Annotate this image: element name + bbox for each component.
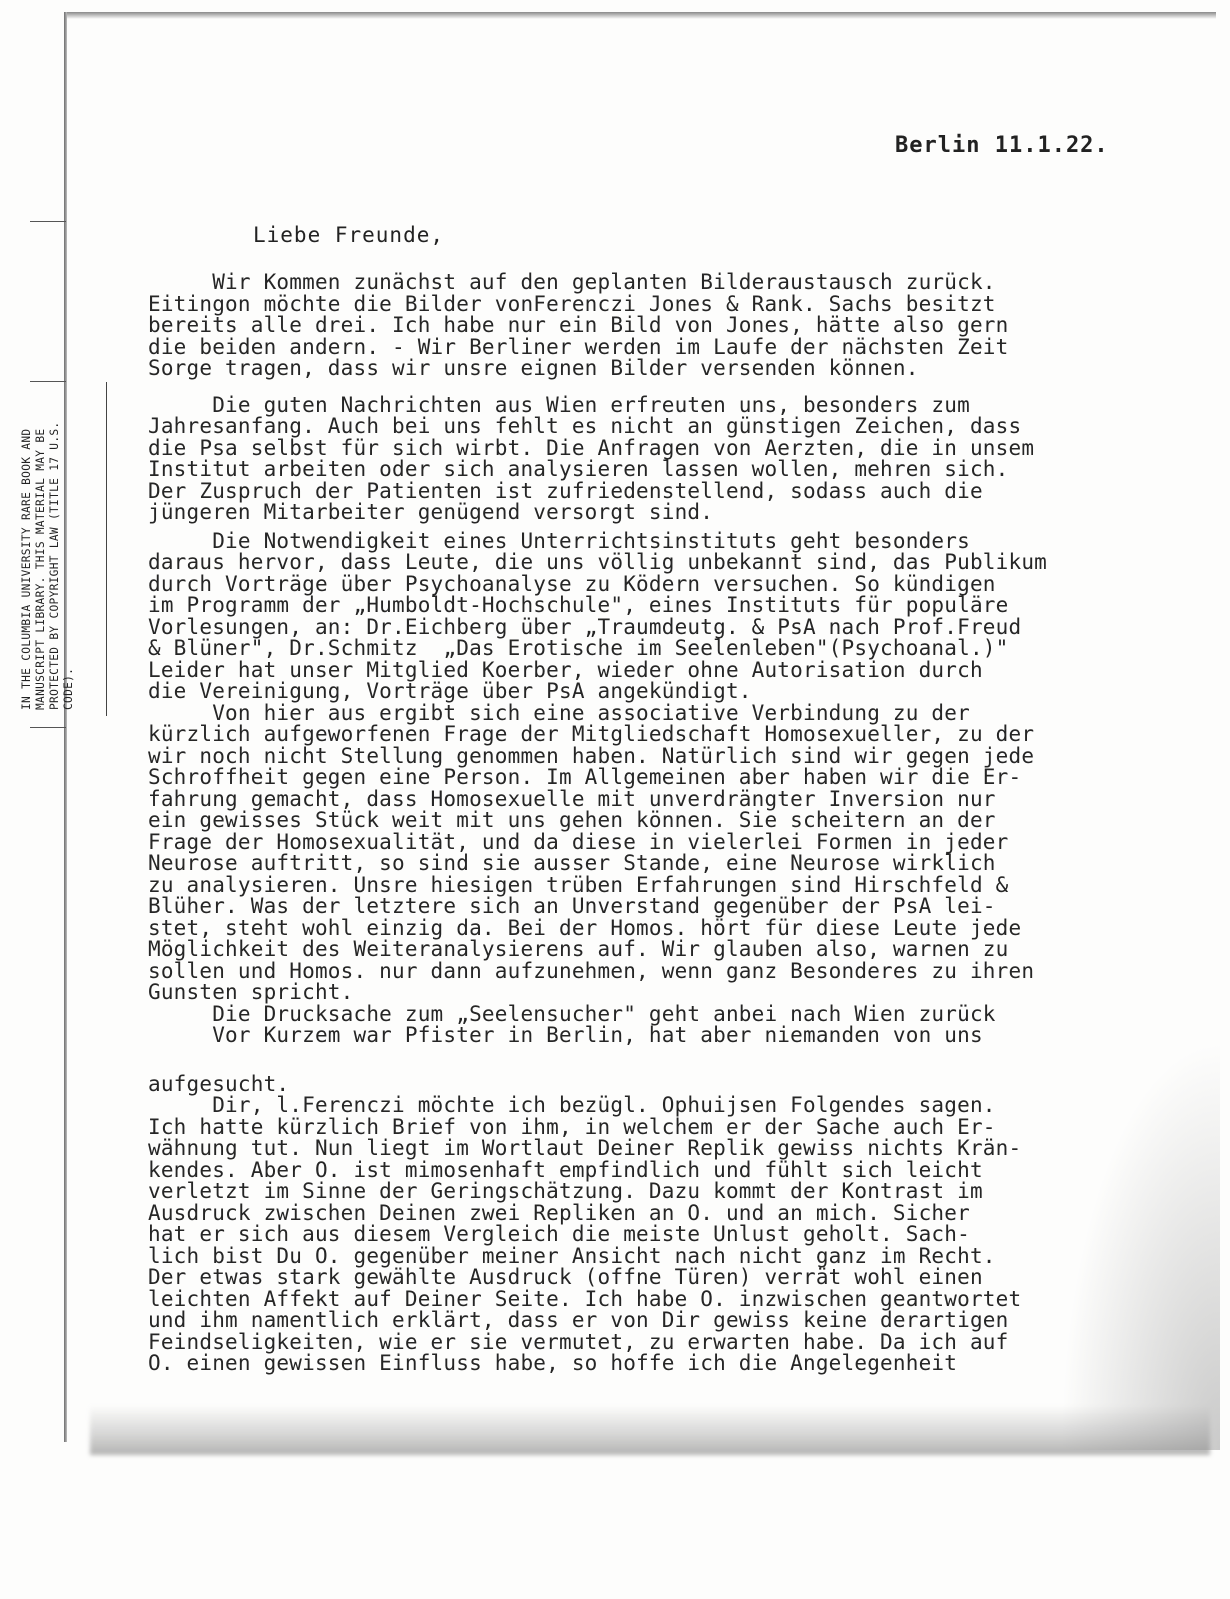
page-bottom-scan-shadow (90, 1405, 1210, 1455)
letter-line: Vorlesungen, an: Dr.Eichberg über „Traumdeutg. & PsA nach Prof.Freud (148, 614, 1022, 639)
letter-line: Ich hatte kürzlich Brief von ihm, in welchem er der Sache auch Er- (148, 1114, 996, 1139)
letter-line: Der etwas stark gewählte Ausdruck (offne Türen) verrät wohl einen (148, 1265, 983, 1289)
letter-line: Ausdruck zwischen Deinen zwei Repliken an O. und an mich. Sicher (148, 1200, 970, 1225)
letter-line: Vor Kurzem war Pfister in Berlin, hat aber niemanden von uns (148, 1023, 983, 1047)
letter-line: fahrung gemacht, dass Homosexuelle mit unverdrängter Inversion nur (148, 786, 996, 811)
letter-line: zu analysieren. Unsre hiesigen trüben Erfahrungen sind Hirschfeld & (148, 872, 1009, 897)
letter-line: Frage der Homosexualität, und da diese in vielerlei Formen in jeder (148, 829, 1009, 854)
letter-greeting: Liebe Freunde, (253, 223, 445, 247)
letter-line: wir noch nicht Stellung genommen haben. Natürlich sind wir gegen jede (148, 743, 1035, 768)
letter-line: verletzt im Sinne der Geringschätzung. Dazu kommt der Kontrast im (148, 1179, 983, 1203)
letter-line: sollen und Homos. nur dann aufzunehmen, wenn ganz Besonderes zu ihren (148, 958, 1035, 983)
letter-body (148, 272, 1148, 1375)
letter-line: jüngeren Mitarbeiter genügend versorgt sind. (148, 500, 714, 524)
letter-line: Dir, l.Ferenczi möchte ich bezügl. Ophuijsen Folgendes sagen. (148, 1093, 996, 1117)
letter-line: Die Drucksache zum „Seelensucher" geht anbei nach Wien zurück (148, 1001, 996, 1026)
letter-line: & Blüner", Dr.Schmitz „Das Erotische im Seelenleben"(Psychoanal.)" (148, 636, 1009, 660)
letter-date: Berlin 11.1.22. (895, 133, 1109, 158)
letter-line: die beiden andern. - Wir Berliner werden im Laufe der nächsten Zeit (148, 334, 1009, 359)
letter-line: durch Vorträge über Psychoanalyse zu Ködern versuchen. So kündigen (148, 571, 996, 596)
letter-line: Feindseligkeiten, wie er sie vermutet, zu erwarten habe. Da ich auf (148, 1329, 1009, 1354)
letter-line: Wir Kommen zunächst auf den geplanten Bilderaustausch zurück. (148, 272, 996, 294)
letter-line: O. einen gewissen Einfluss habe, so hoffe ich die Angelegenheit (148, 1351, 958, 1375)
letter-line: Jahresanfang. Auch bei uns fehlt es nicht an günstigen Zeichen, dass (148, 414, 1022, 438)
letter-line: Die Notwendigkeit eines Unterrichtsinstituts geht besonders (148, 528, 970, 553)
margin-tick-mark (30, 221, 66, 222)
letter-line: lich bist Du O. gegenüber meiner Ansicht nach nicht ganz im Recht. (148, 1243, 996, 1268)
letter-line: Der Zuspruch der Patienten ist zufriedenstellend, sodass auch die (148, 478, 983, 503)
archive-copyright-stamp: IN THE COLUMBIA UNIVERSITY RARE BOOK AND MANUSCRIPT LIBRARY. THIS MATERIAL MAY BE PROTECTED BY COPYRIGHT LAW (TITLE 17 U.S. CODE). (20, 421, 75, 710)
letter-line: kürzlich aufgeworfenen Frage der Mitgliedschaft Homosexueller, zu der (148, 722, 1035, 746)
reverse-side-bleed-through (80, 118, 940, 258)
letter-line: Schroffheit gegen eine Person. Im Allgemeinen aber haben wir die Er- (148, 765, 1022, 789)
letter-line: daraus hervor, dass Leute, die uns völlig unbekannt sind, das Publikum (148, 550, 1048, 574)
letter-line: Eitingon möchte die Bilder vonFerenczi Jones & Rank. Sachs besitzt (148, 291, 996, 316)
margin-tick-mark (30, 727, 66, 728)
letter-line: Neurose auftritt, so sind sie ausser Stande, eine Neurose wirklich (148, 851, 996, 875)
letter-line: Die guten Nachrichten aus Wien erfreuten uns, besonders zum (148, 392, 970, 417)
letter-line: leichten Affekt auf Deiner Seite. Ich habe O. inzwischen geantwortet (148, 1286, 1022, 1311)
letter-line: Institut arbeiten oder sich analysieren lassen wollen, mehren sich. (148, 457, 1009, 481)
page-top-edge-shadow (66, 12, 1216, 19)
letter-line: Blüher. Was der letztere sich an Unverstand gegenüber der PsA lei- (148, 894, 996, 918)
letter-line: stet, steht wohl einzig da. Bei der Homos. hört für diese Leute jede (148, 915, 1022, 940)
letter-line: die Psa selbst für sich wirbt. Die Anfragen von Aerzten, die in unsem (148, 435, 1035, 460)
letter-line: aufgesucht. (148, 1071, 290, 1096)
letter-line: Sorge tragen, dass wir unsre eignen Bilder versenden können. (148, 356, 919, 380)
letter-line: Leider hat unser Mitglied Koerber, wieder ohne Autorisation durch (148, 657, 983, 682)
letter-line: im Programm der „Humboldt-Hochschule", eines Instituts für populäre (148, 593, 1009, 617)
letter-line: bereits alle drei. Ich habe nur ein Bild von Jones, hätte also gern (148, 313, 1009, 337)
letter-line: hat er sich aus diesem Vergleich die meiste Unlust geholt. Sach- (148, 1222, 970, 1246)
letter-line: wähnung tut. Nun liegt im Wortlaut Deiner Replik gewiss nichts Krän- (148, 1136, 1022, 1160)
letter-line: kendes. Aber O. ist mimosenhaft empfindlich und fühlt sich leicht (148, 1157, 983, 1182)
letter-line: Möglichkeit des Weiteranalysierens auf. Wir glauben also, warnen zu (148, 937, 1009, 961)
letter-line: Gunsten spricht. (148, 980, 354, 1004)
letter-line: Von hier aus ergibt sich eine associative Verbindung zu der (148, 700, 970, 725)
letter-line: und ihm namentlich erklärt, dass er von Dir gewiss keine derartigen (148, 1308, 1009, 1332)
letter-line: ein gewisses Stück weit mit uns gehen können. Sie scheitern an der (148, 808, 996, 832)
letter-line: die Vereinigung, Vorträge über PsA angekündigt. (148, 679, 752, 703)
